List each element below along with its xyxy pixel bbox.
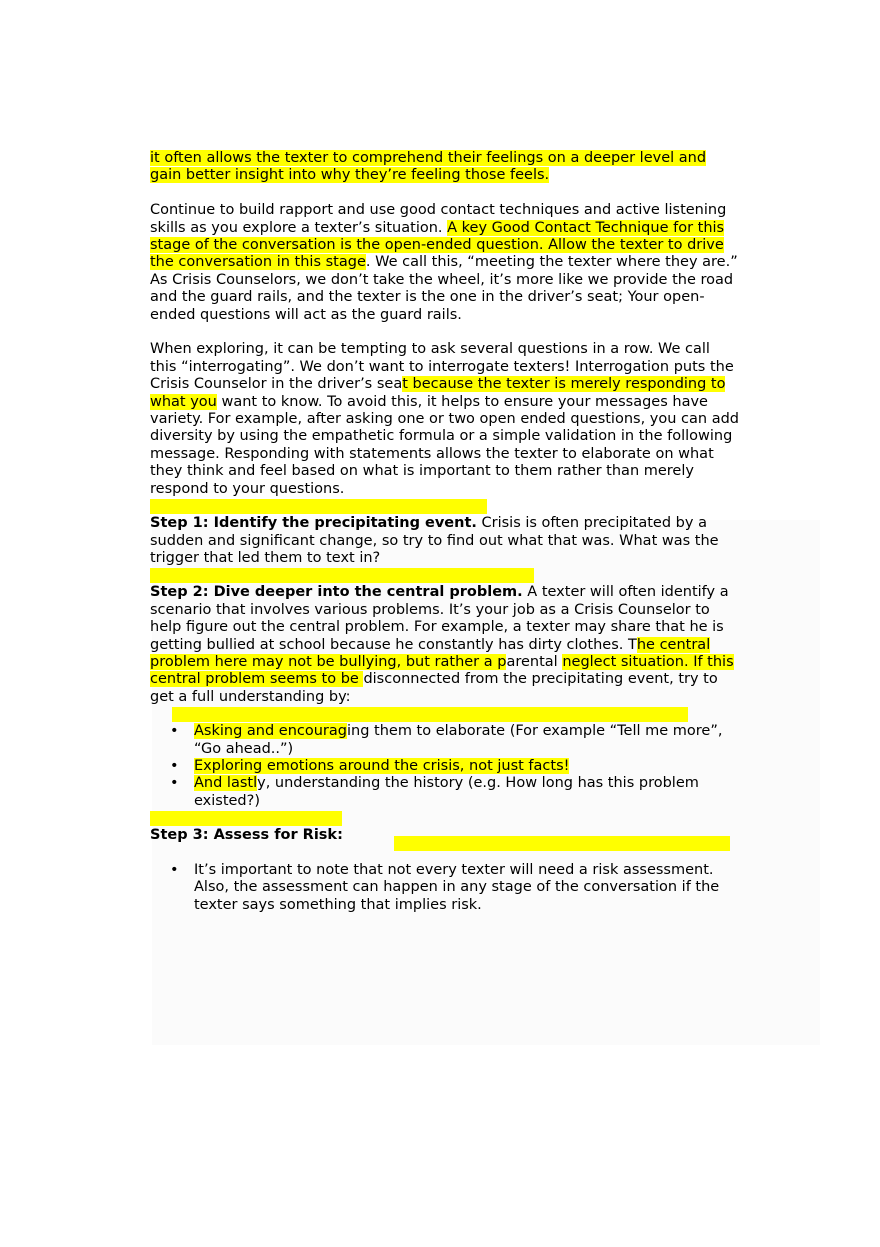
highlight-span: he central problem here may not be bullying, but rather a p: [150, 636, 711, 670]
empty-highlight-line: [150, 499, 487, 514]
text-span: disconnected from the precipitating event, try to get a full understanding by:: [150, 671, 718, 705]
step-2-heading: Step 2: Dive deeper into the central problem.: [150, 584, 523, 601]
text-span: arental: [506, 653, 563, 670]
bullet-icon: •: [170, 723, 179, 740]
bullet-icon: •: [170, 861, 179, 878]
bullet-list-step-3: [150, 862, 740, 914]
text-span: A texter will often identify a scenario that involves various problems. It’s your job as a Crisis Counselor to help figure out the central problem. For example, a texter may share that he is getting bullied at school because he constantly has dirty clothes. T: [150, 584, 729, 653]
list-item: [150, 862, 740, 914]
paragraph-3: [150, 341, 740, 498]
step-3-paragraph: [150, 827, 740, 844]
highlight-span: Exploring emotions around the crisis, not just facts!: [194, 757, 570, 774]
step-1-body: Crisis is often precipitated by a sudden and significant change, so try to find out what that was. What was the trigger that led them to text in?: [150, 515, 719, 566]
step-3-heading: Step 3: Assess for Risk:: [150, 827, 343, 844]
highlight-span: t because the texter is merely responding to what you: [150, 376, 726, 410]
text-span: want to know. To avoid this, it helps to ensure your messages have variety. For example, after asking one or two open ended questions, you can add diversity by using the empathetic formula or a simple validation in the following message. Responding with statements allows the texter to elaborate on what they think and feel based on what is important to them rather than merely respond to your questions.: [150, 393, 739, 497]
list-item: [150, 723, 740, 758]
list-item: [150, 775, 740, 810]
text-span: . We call this, “meeting the texter where they are.” As Crisis Counselors, we don’t take the wheel, it’s more like we provide the road and the guard rails, and the texter is the one in the driver’s seat; Your open-ended questions will act as the guard rails.: [150, 254, 738, 323]
text-span: When exploring, it can be tempting to ask several questions in a row. We call this “interrogating”. We don’t want to interrogate texters! Interrogation puts the Crisis Counselor in the driver’s sea: [150, 341, 734, 393]
document-body: [150, 150, 740, 914]
paragraph-1: [150, 150, 740, 185]
highlight-span: A key Good Contact Technique for this stage of the conversation is the open-ended question. Allow the texter to drive the conversation in this stage: [150, 219, 725, 271]
text-span: y, understanding the history (e.g. How long has this problem existed?): [194, 775, 699, 809]
list-item: [150, 758, 740, 775]
empty-highlight-line: [150, 568, 534, 583]
step-2-paragraph: [150, 584, 740, 706]
text-span: Continue to build rapport and use good contact techniques and active listening skills as you explore a texter’s situation.: [150, 202, 727, 236]
highlight-span: neglect situation. If this central problem seems to be: [150, 653, 734, 688]
bullet-list-step-2: [150, 723, 740, 810]
bullet-icon: •: [170, 757, 179, 774]
text-span: It’s important to note that not every texter will need a risk assessment. Also, the assessment can happen in any stage of the conversation if the texter says something that implies risk.: [194, 861, 720, 913]
empty-highlight-line: [172, 707, 688, 722]
highlight-span: Asking and encourag: [194, 723, 347, 740]
paragraph-2: [150, 202, 740, 324]
bullet-icon: •: [170, 775, 179, 792]
step-1-heading: Step 1: Identify the precipitating event.: [150, 515, 477, 532]
empty-highlight-line: [150, 811, 342, 826]
step-1-paragraph: [150, 515, 740, 567]
highlight-span: it often allows the texter to comprehend their feelings on a deeper level and gain better insight into why they’re feeling those feels.: [150, 150, 707, 184]
empty-highlight-line: [394, 836, 730, 851]
highlight-span: And lastl: [194, 775, 258, 792]
text-span: ing them to elaborate (For example “Tell me more”, “Go ahead..”): [194, 723, 723, 757]
